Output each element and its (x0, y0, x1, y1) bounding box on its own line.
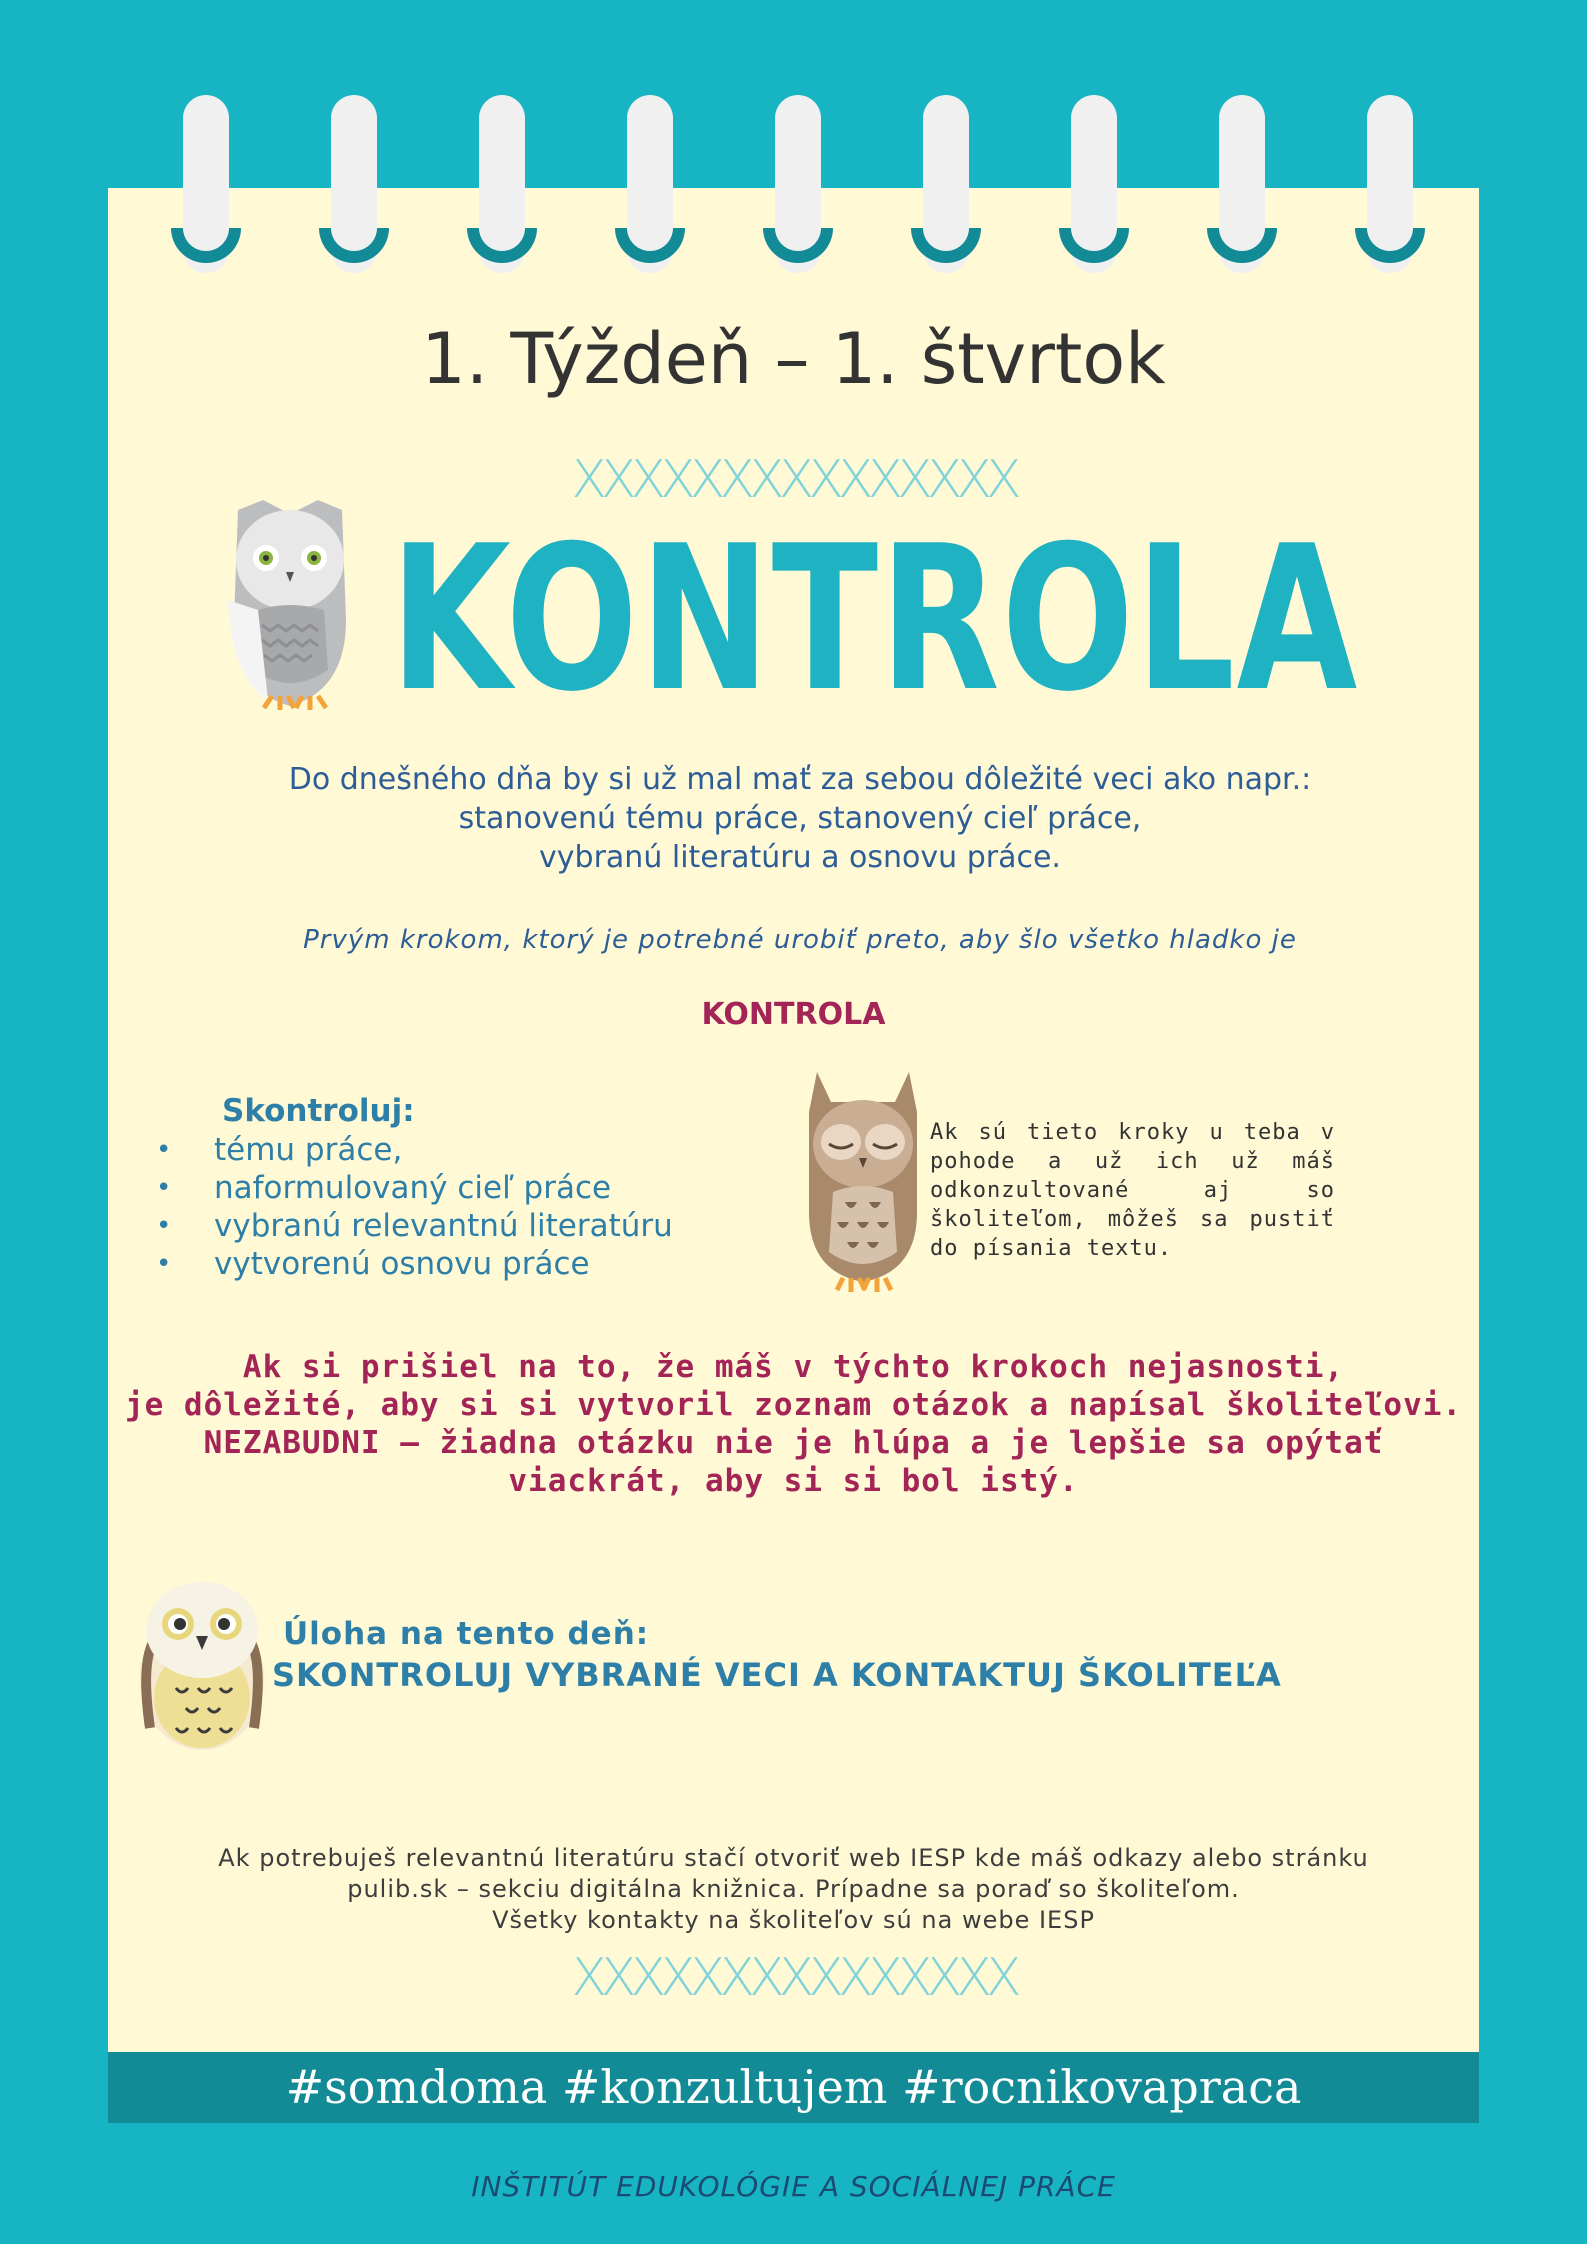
page-title: 1. Týždeň – 1. štvrtok (421, 318, 1166, 400)
decorative-x-row: XXXXXXXXXXXXXXX (571, 450, 1016, 510)
main-title: KONTROLA (390, 503, 1359, 736)
kontrola-label: KONTROLA (701, 997, 886, 1032)
owl-yellow-icon (136, 1578, 268, 1754)
footer-note-line: Všetky kontakty na školiteľov sú na webe IESP (492, 1906, 1095, 1934)
task-text: SKONTROLUJ VYBRANÉ VECI A KONTAKTUJ ŠKOLITEĽA (272, 1656, 1282, 1694)
owl-gray-icon (228, 500, 352, 712)
intro-line: stanovenú tému práce, stanovený cieľ práce, (458, 801, 1142, 836)
list-item: • vytvorenú osnovu práce (150, 1245, 673, 1283)
intro-line: Do dnešného dňa by si už mal mať za sebou dôležité veci ako napr.: (288, 762, 1312, 797)
intro-text (150, 760, 1450, 877)
footer-note-line: pulib.sk – sekciu digitálna knižnica. Prípadne sa poraď so školiteľom. (347, 1875, 1240, 1903)
warning-line: je dôležité, aby si si vytvoril zoznam otázok a napísal školiteľovi. (124, 1387, 1463, 1423)
warning-line: NEZABUDNI – žiadna otázku nie je hlúpa a je lepšie sa opýtať (203, 1425, 1384, 1461)
owl-brown-icon (805, 1072, 921, 1294)
list-item: • tému práce, (150, 1131, 673, 1169)
warning-text (120, 1348, 1467, 1500)
side-note: Ak sú tieto kroky u teba v pohode a už ich už máš odkonzultované aj so školiteľom, môžeš sa pustiť do písania textu. (930, 1120, 1335, 1261)
institute-name: INŠTITÚT EDUKOLÓGIE A SOCIÁLNEJ PRÁCE (471, 2170, 1116, 2203)
first-step-text: Prvým krokom, ktorý je potrebné urobiť preto, aby šlo všetko hladko je (303, 925, 1297, 955)
footer-note (120, 1843, 1467, 1936)
footer-note-line: Ak potrebuješ relevantnú literatúru stačí otvoriť web IESP kde máš odkazy alebo stránku (218, 1844, 1369, 1872)
checklist-heading: Skontroluj: (222, 1093, 415, 1129)
spiral-holes (0, 0, 1587, 300)
intro-line: vybranú literatúru a osnovu práce. (539, 840, 1061, 875)
warning-line: Ak si prišiel na to, že máš v týchto krokoch nejasnosti, (242, 1349, 1345, 1385)
task-label: Úloha na tento deň: (283, 1616, 650, 1652)
warning-line: viackrát, aby si si bol istý. (508, 1463, 1079, 1499)
list-item: • vybranú relevantnú literatúru (150, 1207, 673, 1245)
hashtags: #somdoma #konzultujem #rocnikovapraca (285, 2060, 1302, 2114)
list-item: • naformulovaný cieľ práce (150, 1169, 673, 1207)
decorative-x-row: XXXXXXXXXXXXXXX (571, 1948, 1016, 2008)
checklist (150, 1131, 673, 1283)
